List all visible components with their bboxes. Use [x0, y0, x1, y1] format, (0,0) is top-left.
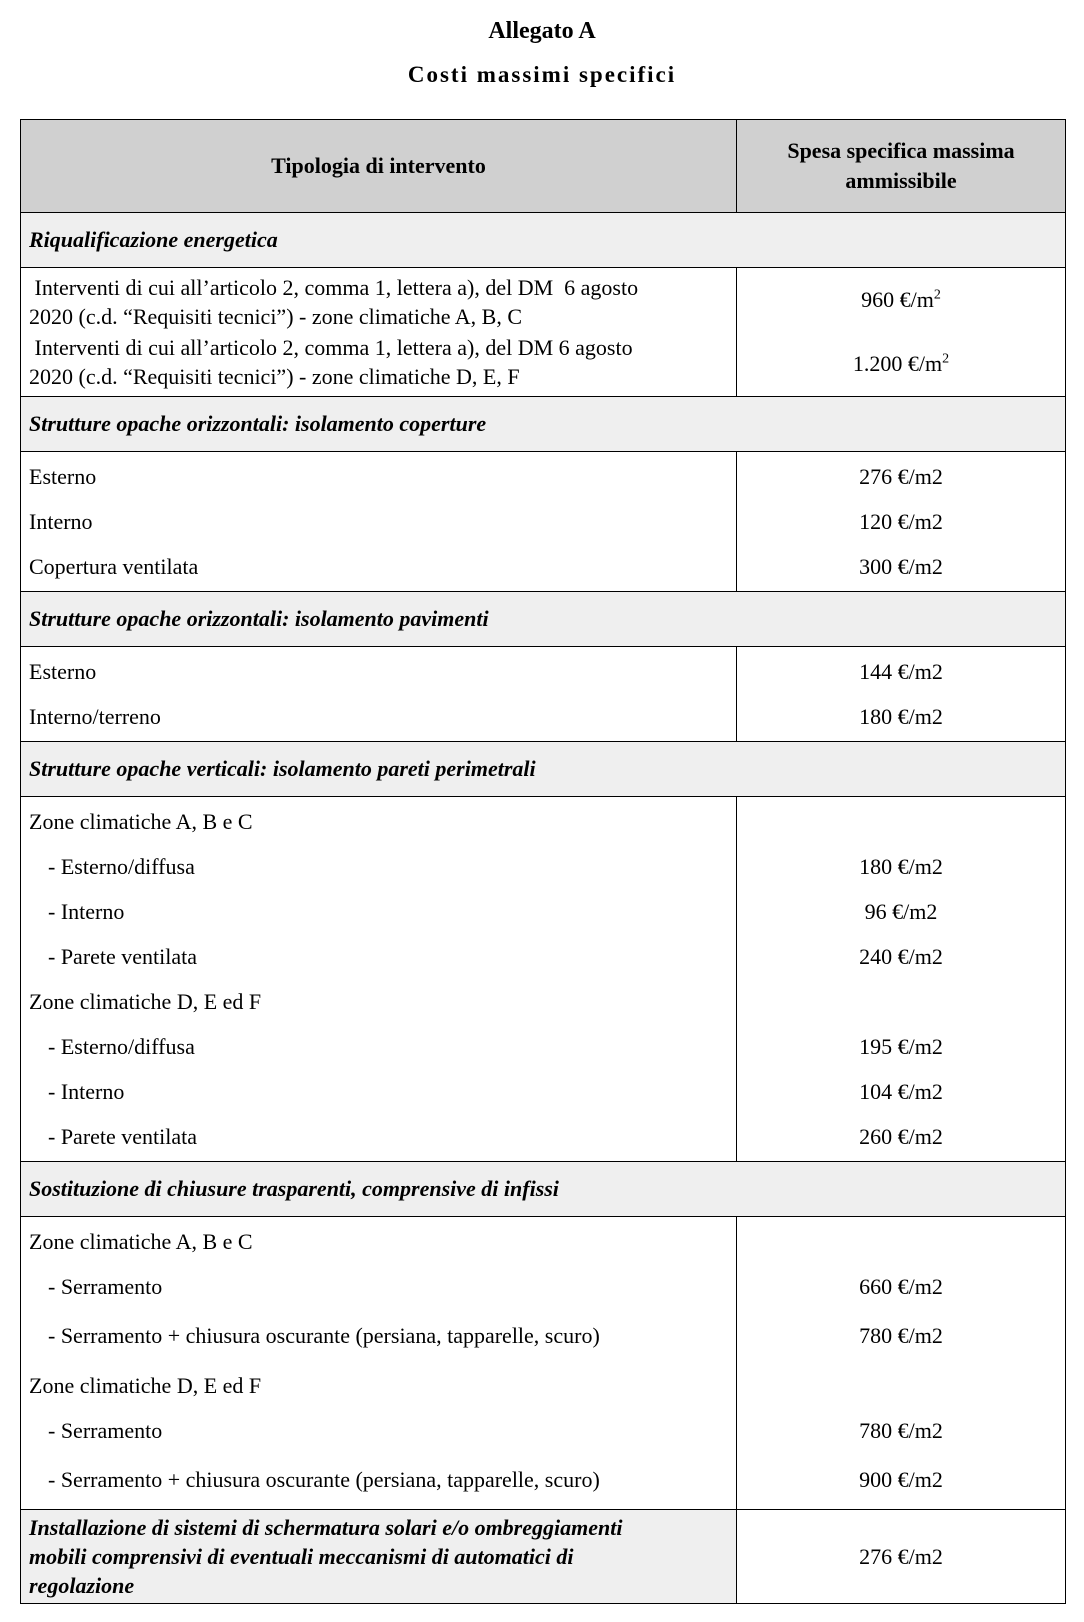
- section-title: [21, 1510, 736, 1603]
- list-item: - Serramento + chiusura oscurante (persiana, tapparelle, scuro): [48, 1323, 600, 1348]
- cost-cell: [737, 452, 1066, 592]
- section-title-line: Installazione di sistemi di schermatura solari e/o ombreggiamenti: [29, 1515, 623, 1540]
- cost-value: 260 €/m2: [859, 1124, 943, 1149]
- list-item: Interno: [29, 509, 93, 534]
- section-title: Strutture opache orizzontali: isolamento coperture: [21, 397, 1066, 452]
- empty-value: [737, 1219, 1065, 1264]
- cost-cell: [737, 1510, 1066, 1604]
- empty-value: [737, 799, 1065, 844]
- intervention-cell: [21, 268, 737, 397]
- list-item: - Serramento + chiusura oscurante (persiana, tapparelle, scuro): [48, 1467, 600, 1492]
- header-max-cost-line1: Spesa specifica massima: [787, 138, 1015, 163]
- list-item: - Serramento: [48, 1418, 163, 1443]
- section-title-cell: [21, 1510, 737, 1604]
- cost-value: 180 €/m2: [859, 854, 943, 879]
- cost-cell: [737, 1217, 1066, 1510]
- list-item: - Esterno/diffusa: [48, 1034, 195, 1059]
- section-title: Riqualificazione energetica: [21, 213, 1066, 268]
- list-item: - Interno: [48, 1079, 125, 1104]
- cost-value: 780 €/m2: [859, 1418, 943, 1443]
- list-item: Copertura ventilata: [29, 554, 199, 579]
- table-row: [21, 647, 1066, 742]
- header-intervention-type: Tipologia di intervento: [21, 120, 737, 213]
- section-title: Sostituzione di chiusure trasparenti, comprensive di infissi: [21, 1162, 1066, 1217]
- group-label: Zone climatiche D, E ed F: [29, 989, 262, 1014]
- section-row: [21, 1162, 1066, 1217]
- cost-value: 104 €/m2: [859, 1079, 943, 1104]
- cost-value: 180 €/m2: [859, 704, 943, 729]
- section-title-line: regolazione: [29, 1573, 135, 1598]
- group-label: Zone climatiche D, E ed F: [29, 1373, 262, 1398]
- group-label: Zone climatiche A, B e C: [29, 809, 253, 834]
- empty-value: [737, 1363, 1065, 1408]
- cost-cell: [737, 268, 1066, 397]
- intervention-cell: [21, 1217, 737, 1510]
- section-row: [21, 742, 1066, 797]
- list-item: - Interno: [48, 899, 125, 924]
- cost-value: 120 €/m2: [859, 509, 943, 534]
- table-row: [21, 452, 1066, 592]
- intervention-cell: [21, 452, 737, 592]
- document-subtitle: Costi massimi specifici: [407, 62, 677, 87]
- list-item: - Parete ventilata: [48, 944, 198, 969]
- cost-value: 195 €/m2: [859, 1034, 943, 1059]
- cost-value: 276 €/m2: [859, 464, 943, 489]
- document-title: Allegato A: [488, 18, 596, 44]
- cost-value: 240 €/m2: [859, 944, 943, 969]
- section-row: [21, 592, 1066, 647]
- group-label: Zone climatiche A, B e C: [29, 1229, 253, 1254]
- empty-value: [737, 979, 1065, 1024]
- header-max-cost: [737, 120, 1066, 213]
- list-item: - Esterno/diffusa: [48, 854, 195, 879]
- list-item: Esterno: [29, 464, 97, 489]
- cost-value: 144 €/m2: [859, 659, 943, 684]
- section-row: [21, 397, 1066, 452]
- description-line: 2020 (c.d. “Requisiti tecnici”) - zone climatiche A, B, C: [29, 304, 523, 329]
- costs-table: [20, 119, 1066, 1604]
- section-title-line: mobili comprensivi di eventuali meccanismi di automatici di: [29, 1544, 574, 1569]
- table-row: [21, 1217, 1066, 1510]
- intervention-cell: [21, 797, 737, 1162]
- cost-value: 780 €/m2: [859, 1323, 943, 1348]
- cost-cell: [737, 797, 1066, 1162]
- table-row: [21, 797, 1066, 1162]
- table-row: [21, 268, 1066, 397]
- cost-cell: [737, 647, 1066, 742]
- cost-value: 96 €/m2: [864, 899, 938, 924]
- list-item: - Parete ventilata: [48, 1124, 198, 1149]
- description-line: 2020 (c.d. “Requisiti tecnici”) - zone climatiche D, E, F: [29, 364, 520, 389]
- cost-value: 960 $€/m^2$: [861, 287, 941, 312]
- intervention-description: [21, 333, 736, 393]
- section-title: Strutture opache verticali: isolamento pareti perimetrali: [21, 742, 1066, 797]
- header-max-cost-line2: ammissibile: [845, 168, 957, 193]
- list-item: - Serramento: [48, 1274, 163, 1299]
- cost-value: 276 €/m2: [859, 1543, 943, 1569]
- cost-value: 660 €/m2: [859, 1274, 943, 1299]
- cost-value: 1.200 $€/m^2$: [852, 351, 950, 376]
- description-line: Interventi di cui all’articolo 2, comma 1, lettera a), del DM 6 agosto: [29, 335, 633, 360]
- list-item: Esterno: [29, 659, 97, 684]
- table-row: [21, 1510, 1066, 1604]
- intervention-description: [21, 268, 736, 333]
- cost-value: 900 €/m2: [859, 1467, 943, 1492]
- table-header-row: [21, 120, 1066, 213]
- intervention-cell: [21, 647, 737, 742]
- cost-value: 300 €/m2: [859, 554, 943, 579]
- description-line: Interventi di cui all’articolo 2, comma 1, lettera a), del DM 6 agosto: [29, 275, 639, 300]
- section-title: Strutture opache orizzontali: isolamento pavimenti: [21, 592, 1066, 647]
- section-row: [21, 213, 1066, 268]
- list-item: Interno/terreno: [29, 704, 161, 729]
